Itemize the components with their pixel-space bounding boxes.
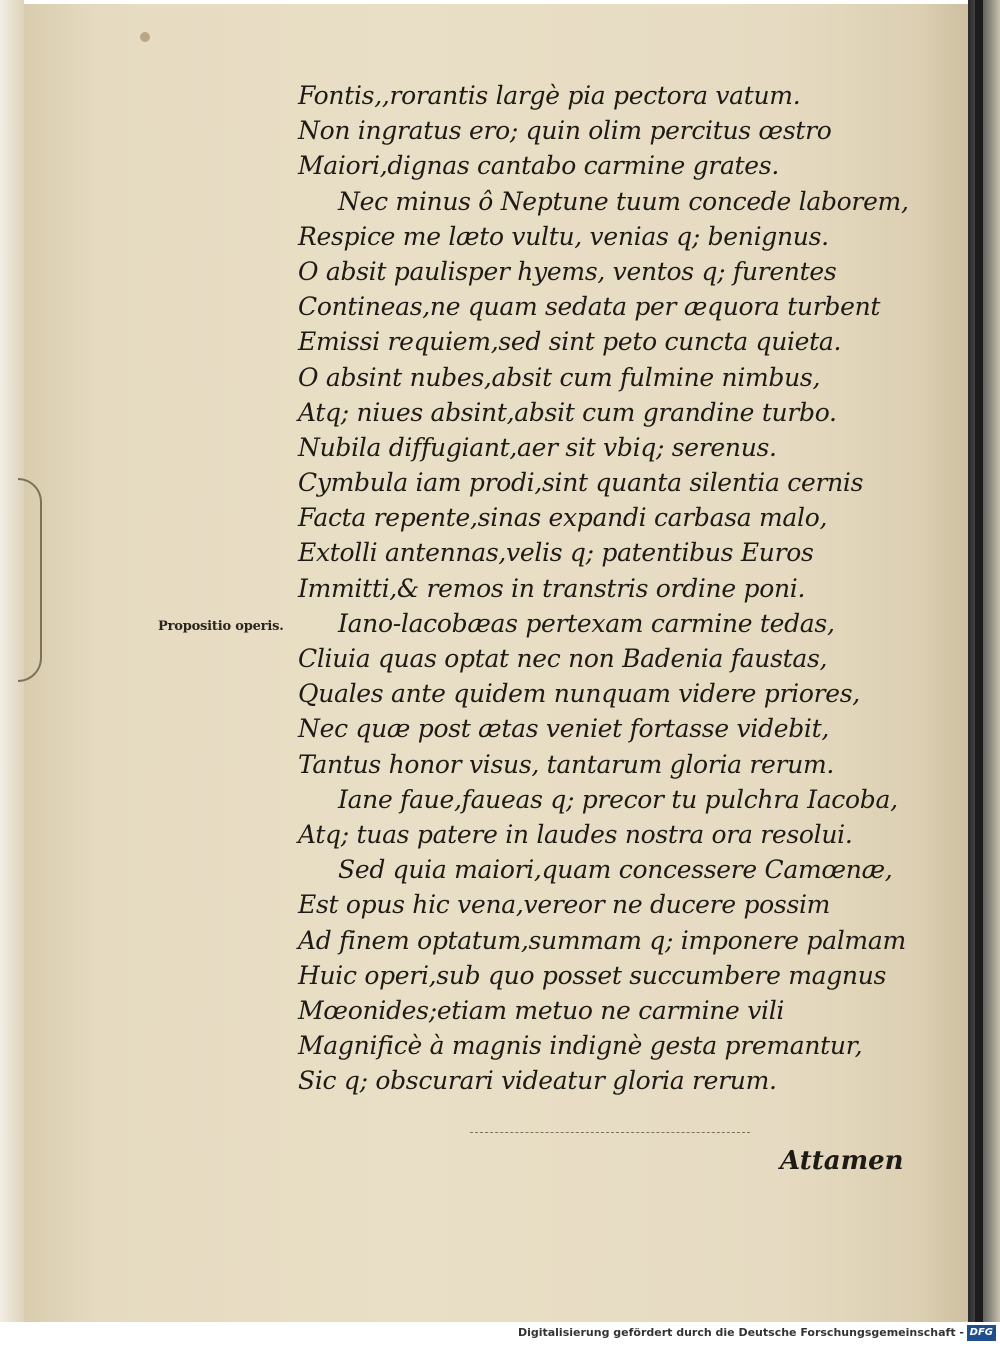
- poem-line: Nec quæ post ætas veniet fortasse videbit,: [298, 714, 829, 744]
- footer-bar: [0, 1322, 1000, 1346]
- poem-line: Immitti,& remos in transtris ordine poni.: [298, 573, 806, 603]
- poem-line: Respice me læto vultu, venias q; benignus.: [298, 221, 829, 251]
- poem-line: Sic q; obscurari videatur gloria rerum.: [298, 1066, 777, 1096]
- poem-line: Atq; niues absint,absit cum grandine turbo.: [298, 397, 837, 427]
- poem-line: Contineas,ne quam sedata per æquora turbent: [298, 292, 881, 322]
- poem-line: Fontis,,rorantis largè pia pectora vatum.: [298, 81, 801, 110]
- poem-line: Maiori,dignas cantabo carmine grates.: [298, 151, 779, 181]
- catchword: Attamen: [780, 1146, 904, 1176]
- poem-line: Non ingratus ero; quin olim percitus œstro: [298, 116, 832, 146]
- poem-line: Sed quia maiori,quam concessere Camœnæ,: [338, 855, 893, 885]
- marginal-note: Propositio operis.: [158, 619, 284, 634]
- poem-line: Atq; tuas patere in laudes nostra ora resolui.: [298, 819, 853, 849]
- underline-rule: [470, 1132, 750, 1134]
- poem-line: Iane faue,faueas q; precor tu pulchra Iacoba,: [338, 784, 898, 814]
- page-tab-mark: [18, 478, 42, 682]
- poem-line: Huic operi,sub quo posset succumbere magnus: [298, 960, 887, 990]
- poem-line: Magnificè à magnis indignè gesta premantur,: [298, 1031, 863, 1061]
- poem-line: Emissi requiem,sed sint peto cuncta quieta.: [298, 327, 842, 357]
- poem-line: O absint nubes,absit cum fulmine nimbus,: [298, 362, 821, 392]
- ink-spot: [140, 32, 150, 42]
- book-spine: [968, 0, 1000, 1322]
- poem-line: Ad finem optatum,summam q; imponere palmam: [298, 925, 906, 955]
- poem-line: Nec minus ô Neptune tuum concede laborem,: [338, 186, 909, 216]
- poem-line: Mœonides;etiam metuo ne carmine vili: [298, 995, 785, 1025]
- poem-line: Nubila diffugiant,aer sit vbiq; serenus.: [298, 432, 777, 462]
- dfg-logo-icon[interactable]: DFG: [967, 1325, 996, 1341]
- poem-line: O absit paulisper hyems, ventos q; furentes: [298, 256, 837, 286]
- poem-line: Facta repente,sinas expandi carbasa malo,: [298, 503, 828, 533]
- poem-line: Cliuia quas optat nec non Badenia faustas,: [298, 644, 828, 673]
- poem-line: Tantus honor visus, tantarum gloria rerum.: [298, 749, 835, 779]
- poem-line: Extolli antennas,velis q; patentibus Euros: [298, 538, 814, 568]
- poem-text: [298, 78, 909, 1098]
- spine-shadow: [975, 0, 983, 1322]
- funding-credit: Digitalisierung gefördert durch die Deutsche Forschungsgemeinschaft -: [517, 1326, 964, 1339]
- poem-line: Est opus hic vena,vereor ne ducere possim: [298, 890, 831, 920]
- poem-line: Iano-lacobæas pertexam carmine tedas,: [338, 608, 835, 638]
- poem-line: Cymbula iam prodi,sint quanta silentia cernis: [298, 468, 864, 498]
- poem-line: Quales ante quidem nunquam videre priores,: [298, 679, 860, 709]
